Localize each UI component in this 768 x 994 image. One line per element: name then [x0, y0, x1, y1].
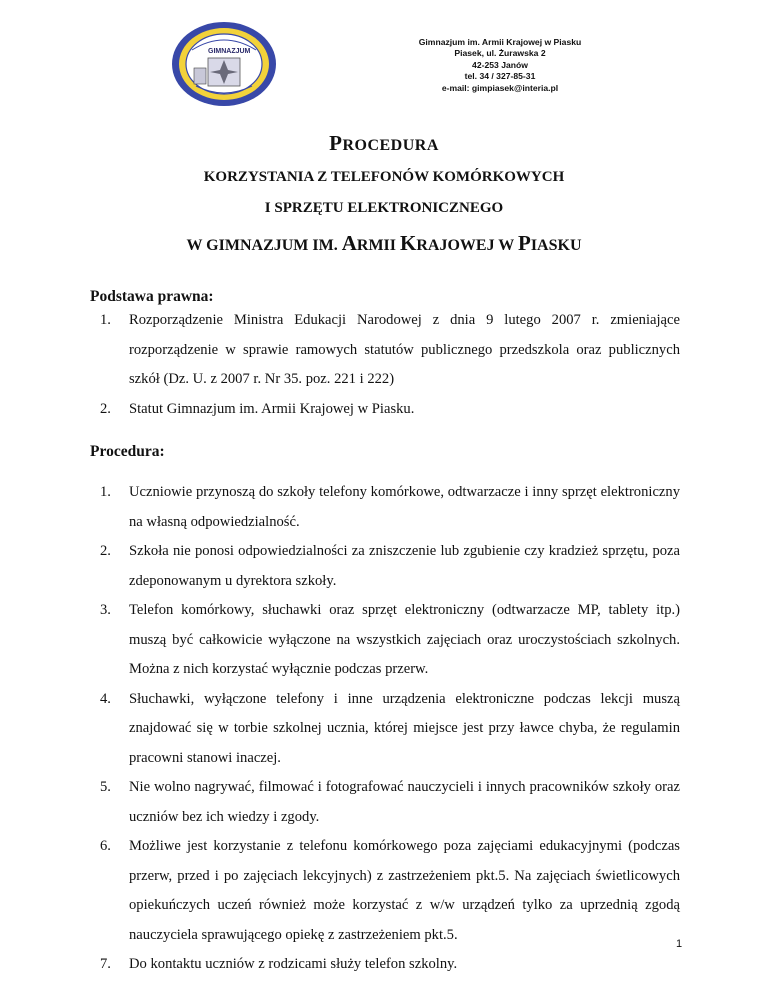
- email-address[interactable]: e-mail: gimpiasek@interia.pl: [441, 82, 559, 93]
- svg-text:GIMNAZJUM: GIMNAZJUM: [208, 48, 251, 55]
- school-name: Gimnazjum im. Armii Krajowej w Piasku: [418, 37, 582, 47]
- page-number: 1: [676, 938, 683, 950]
- list-item: 6. Możliwe jest korzystanie z telefonu komórkowego poza zajęciami edukacyjnymi (podczas przerw, przed i po zajęciach lekcyjnych) z zastrzeżeniem pkt.5. Na zajęciach świetlicowych opiekuńczych uczeń również może korzystać z w/w urządzeń tylko za uprzednią zgodą nauczyciela sprawującego opiekę z zastrzeżeniem pkt.5.: [100, 838, 680, 943]
- list-item: 4. Słuchawki, wyłączone telefony i inne urządzenia elektroniczne podczas lekcji muszą znajdować się w torbie szkolnej ucznia, której miejsce jest przy ławce chyba, że regulamin pracowni stanowi inaczej.: [100, 690, 680, 766]
- procedure-list: [90, 478, 683, 980]
- list-item: 1. Uczniowie przynoszą do szkoły telefony komórkowe, odtwarzacze i inny sprzęt elektroniczny na własną odpowiedzialność.: [100, 484, 680, 530]
- phone-number: tel. 34 / 327-85-31: [464, 71, 536, 82]
- address-street: Piasek, ul. Żurawska 2: [454, 48, 546, 59]
- list-item: 1. Rozporządzenie Ministra Edukacji Narodowej z dnia 9 lutego 2007 r. zmieniające rozporządzenie w sprawie ramowych statutów publicznego przedszkola oraz publicznych szkół (Dz. U. z 2007 r. Nr 35. poz. 221 i 222): [100, 312, 680, 387]
- list-item: 3. Telefon komórkowy, słuchawki oraz sprzęt elektroniczny (odtwarzacze MP, tablety itp.) muszą być całkowicie wyłączone na wszystkich zajęciach oraz uroczystościach szkolnych. Można z nich korzystać wyłącznie podczas przerw.: [100, 602, 680, 677]
- title-line-3: I SPRZĘTU ELEKTRONICZNEGO: [264, 200, 504, 216]
- title-line-1: PROCEDURA: [329, 131, 439, 155]
- list-item: 7. Do kontaktu uczniów z rodzicami służy telefon szkolny.: [100, 956, 458, 972]
- list-item: 2. Statut Gimnazjum im. Armii Krajowej w Piasku.: [100, 400, 415, 417]
- list-item: 5. Nie wolno nagrywać, filmować i fotografować nauczycieli i innych pracowników szkoły oraz uczniów bez ich wiedzy i zgody.: [100, 779, 680, 825]
- school-logo-emblem: [170, 20, 278, 108]
- list-item: 2. Szkoła nie ponosi odpowiedzialności za zniszczenie lub zgubienie czy kradzież sprzętu, poza zdeponowanym u dyrektora szkoły.: [100, 543, 680, 589]
- legal-basis-heading: Podstawa prawna:: [90, 288, 214, 305]
- legal-basis-list: [90, 306, 680, 424]
- procedure-heading: Procedura:: [90, 443, 165, 460]
- address-postal: 42-253 Janów: [472, 59, 528, 70]
- school-contact-info: [380, 37, 620, 94]
- title-line-2: KORZYSTANIA Z TELEFONÓW KOMÓRKOWYCH: [203, 169, 565, 185]
- title-line-4: W GIMNAZJUM IM. ARMII KRAJOWEJ W PIASKU: [186, 231, 582, 255]
